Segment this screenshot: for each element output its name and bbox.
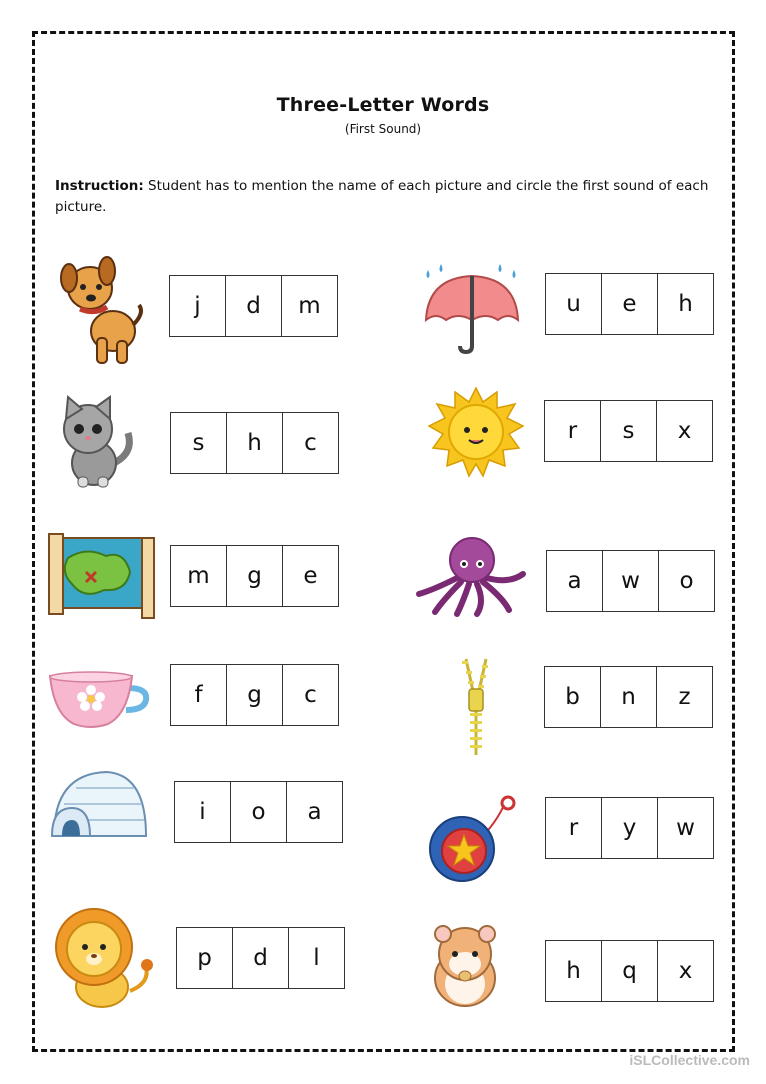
worksheet-subtitle: (First Sound) xyxy=(344,122,422,136)
yoyo-icon xyxy=(428,795,520,883)
instruction xyxy=(55,176,715,218)
letter-cell[interactable]: h xyxy=(678,291,693,317)
letter-cell[interactable]: f xyxy=(171,665,227,725)
letter-cell[interactable]: g xyxy=(227,665,283,725)
letter-cell[interactable]: s xyxy=(601,401,657,461)
lion-icon xyxy=(52,907,158,1009)
letter-cell[interactable]: a xyxy=(307,799,322,825)
letter-cell[interactable]: e xyxy=(602,274,658,334)
letter-box-igloo xyxy=(174,781,343,843)
letter-cell[interactable]: d xyxy=(233,928,289,988)
letter-cell[interactable]: r xyxy=(546,798,602,858)
worksheet-title: Three-Letter Words xyxy=(276,94,490,116)
letter-cell[interactable]: l xyxy=(313,945,320,971)
letter-cell[interactable]: u xyxy=(546,274,602,334)
letter-cell[interactable]: r xyxy=(545,401,601,461)
letter-box-sun xyxy=(544,400,713,462)
sun-icon xyxy=(427,386,525,478)
cat-icon xyxy=(52,393,136,491)
letter-cell[interactable]: b xyxy=(545,667,601,727)
letter-box-lion xyxy=(176,927,345,989)
hamster-icon xyxy=(425,922,505,1008)
letter-cell[interactable]: d xyxy=(226,276,282,336)
letter-box-zipper xyxy=(544,666,713,728)
letter-cell[interactable]: x xyxy=(678,958,693,984)
letter-cell[interactable]: x xyxy=(677,418,692,444)
letter-cell[interactable]: w xyxy=(603,551,659,611)
letter-cell[interactable]: h xyxy=(546,941,602,1001)
letter-box-cat xyxy=(170,412,339,474)
letter-cell[interactable]: w xyxy=(676,815,695,841)
letter-box-hamster xyxy=(545,940,714,1002)
letter-box-map xyxy=(170,545,339,607)
letter-box-dog xyxy=(169,275,338,337)
letter-cell[interactable]: e xyxy=(303,563,318,589)
letter-cell[interactable]: s xyxy=(171,413,227,473)
letter-cell[interactable]: j xyxy=(170,276,226,336)
letter-box-yoyo xyxy=(545,797,714,859)
letter-box-octopus xyxy=(546,550,715,612)
letter-cell[interactable]: y xyxy=(602,798,658,858)
instruction-label: Instruction: xyxy=(55,178,144,194)
letter-cell[interactable]: i xyxy=(175,782,231,842)
letter-box-cup xyxy=(170,664,339,726)
letter-box-umbrella xyxy=(545,273,714,335)
igloo-icon xyxy=(50,768,148,840)
instruction-text: Student has to mention the name of each picture and circle the first sound of each picture. xyxy=(55,178,709,215)
map-icon xyxy=(46,528,158,622)
umbrella-icon xyxy=(418,262,526,354)
letter-cell[interactable]: c xyxy=(304,430,317,456)
letter-cell[interactable]: p xyxy=(177,928,233,988)
letter-cell[interactable]: q xyxy=(602,941,658,1001)
letter-cell[interactable]: c xyxy=(304,682,317,708)
letter-cell[interactable]: a xyxy=(547,551,603,611)
octopus-icon xyxy=(413,534,528,618)
letter-cell[interactable]: g xyxy=(227,546,283,606)
letter-cell[interactable]: n xyxy=(601,667,657,727)
cup-icon xyxy=(48,670,150,730)
zipper-icon xyxy=(458,655,494,759)
watermark: iSLCollective.com xyxy=(629,1052,750,1068)
letter-cell[interactable]: z xyxy=(678,684,691,710)
letter-cell[interactable]: h xyxy=(227,413,283,473)
letter-cell[interactable]: m xyxy=(298,293,321,319)
letter-cell[interactable]: m xyxy=(171,546,227,606)
dog-icon xyxy=(55,253,145,368)
letter-cell[interactable]: o xyxy=(679,568,694,594)
letter-cell[interactable]: o xyxy=(231,782,287,842)
